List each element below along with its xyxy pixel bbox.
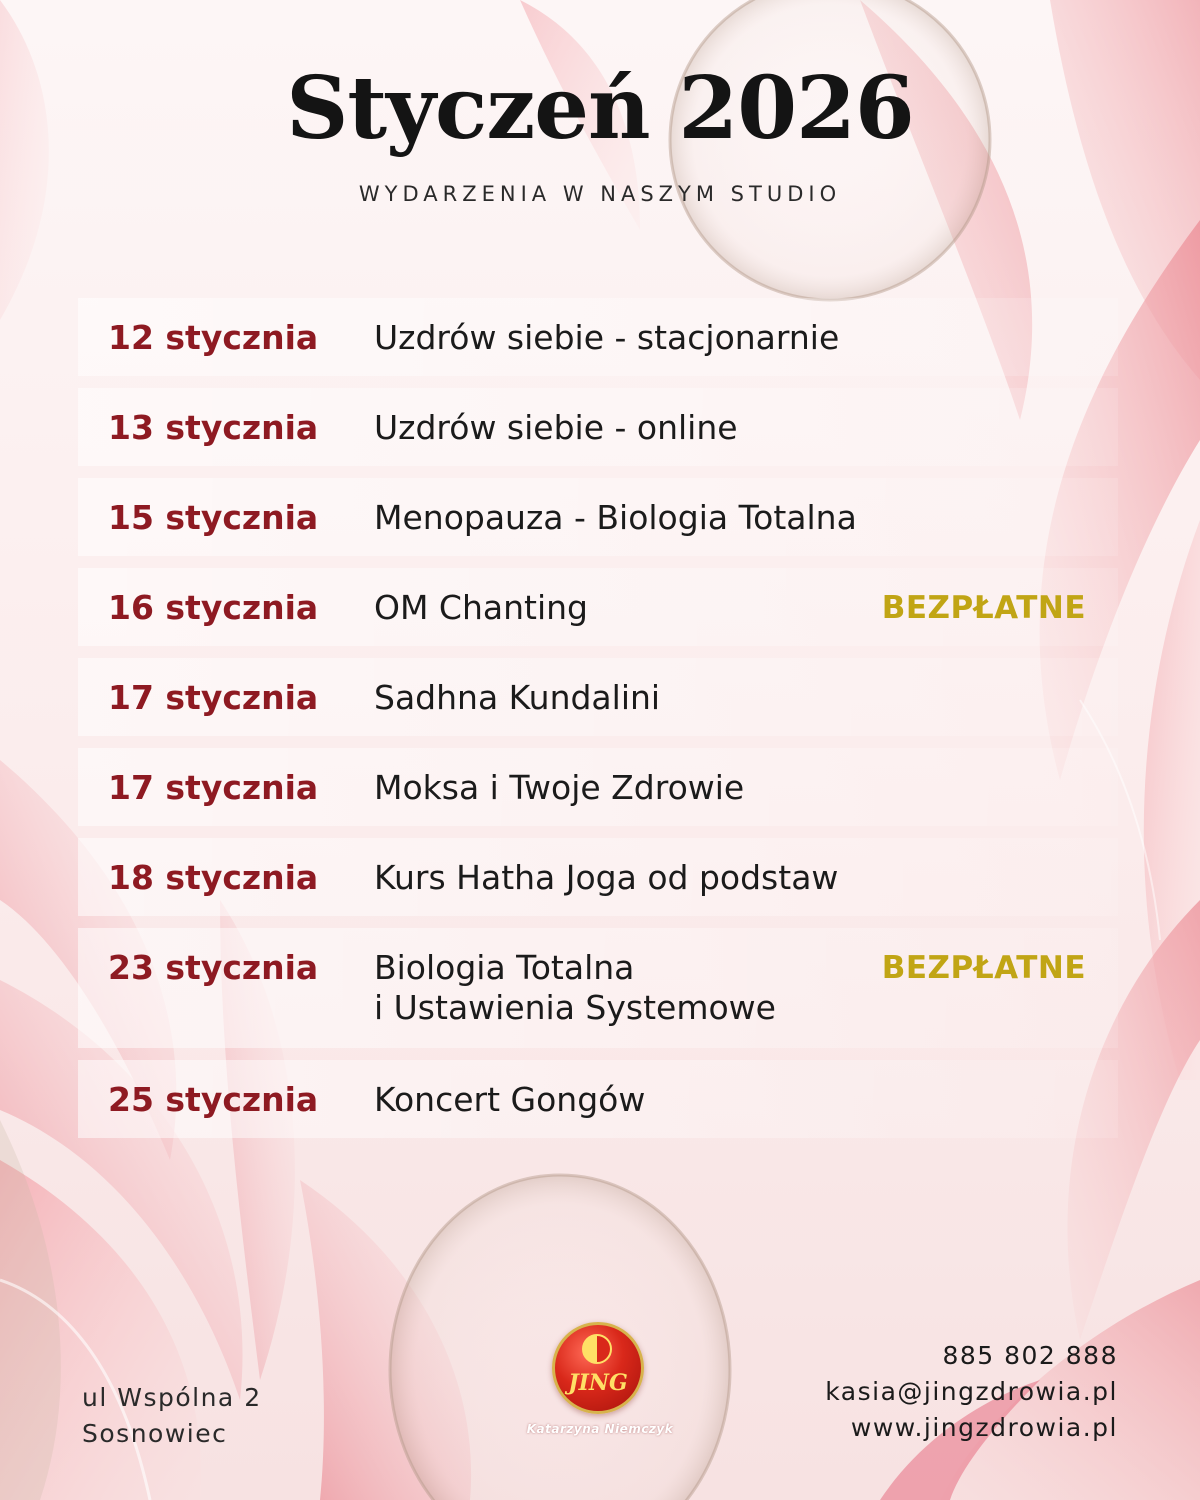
free-badge: BEZPŁATNE bbox=[881, 590, 1086, 626]
event-title: Biologia Totalna bbox=[374, 948, 635, 987]
jing-logo bbox=[510, 1318, 690, 1448]
address-city: Sosnowiec bbox=[82, 1419, 228, 1448]
studio-address bbox=[82, 1380, 262, 1452]
logo-signature: Katarzyna Niemczyk bbox=[526, 1422, 674, 1436]
event-title: OM Chanting bbox=[374, 588, 589, 627]
event-date: 12 stycznia bbox=[108, 318, 319, 357]
email-link[interactable]: kasia@jingzdrowia.pl bbox=[825, 1377, 1118, 1406]
event-date: 17 stycznia bbox=[108, 678, 319, 717]
event-title: Koncert Gongów bbox=[374, 1080, 646, 1119]
event-date: 13 stycznia bbox=[108, 408, 319, 447]
free-badge: BEZPŁATNE bbox=[881, 950, 1086, 986]
website-link[interactable]: www.jingzdrowia.pl bbox=[850, 1413, 1118, 1442]
event-row bbox=[78, 748, 1118, 826]
page-title: Styczeń 2026 bbox=[286, 58, 914, 159]
event-title: Menopauza - Biologia Totalna bbox=[374, 498, 857, 537]
event-title: Sadhna Kundalini bbox=[374, 678, 661, 717]
event-row bbox=[78, 838, 1118, 916]
event-row bbox=[78, 388, 1118, 466]
event-date: 16 stycznia bbox=[108, 588, 319, 627]
event-date: 18 stycznia bbox=[108, 858, 319, 897]
yin-yang-symbol bbox=[582, 1334, 612, 1364]
event-row bbox=[78, 478, 1118, 556]
event-date: 25 stycznia bbox=[108, 1080, 319, 1119]
event-list bbox=[78, 298, 1118, 1150]
event-date: 17 stycznia bbox=[108, 768, 319, 807]
contact-info bbox=[825, 1338, 1118, 1446]
event-row bbox=[78, 928, 1118, 1048]
event-row bbox=[78, 1060, 1118, 1138]
event-title: Moksa i Twoje Zdrowie bbox=[374, 768, 745, 807]
event-title: Kurs Hatha Joga od podstaw bbox=[374, 858, 839, 897]
event-row bbox=[78, 568, 1118, 646]
event-row bbox=[78, 298, 1118, 376]
event-title: Uzdrów siebie - online bbox=[374, 408, 738, 447]
phone-number[interactable]: 885 802 888 bbox=[942, 1341, 1118, 1370]
event-date: 23 stycznia bbox=[108, 948, 319, 987]
event-date: 15 stycznia bbox=[108, 498, 319, 537]
address-street: ul Wspólna 2 bbox=[82, 1383, 262, 1412]
page-subtitle: WYDARZENIA W NASZYM STUDIO bbox=[358, 182, 842, 206]
logo-text: JING bbox=[568, 1370, 628, 1396]
event-title-line2: i Ustawienia Systemowe bbox=[374, 988, 776, 1027]
event-row bbox=[78, 658, 1118, 736]
event-title: Uzdrów siebie - stacjonarnie bbox=[374, 318, 840, 357]
